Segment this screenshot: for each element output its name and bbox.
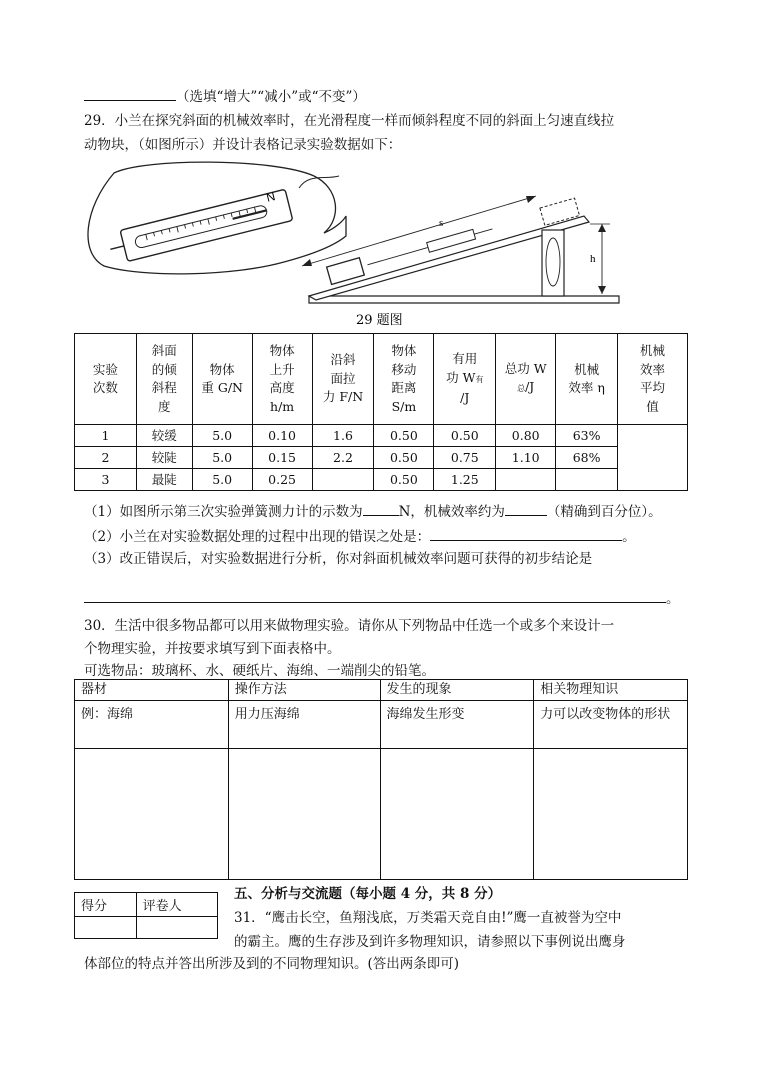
answer-method[interactable] (228, 749, 380, 880)
cell-weight: 5.0 (192, 469, 252, 491)
scale-unit-letter: N (264, 189, 277, 205)
header-trial: 实验 次数 (75, 334, 137, 425)
cell-distance: 0.50 (374, 469, 434, 491)
q31-line3: 体部位的特点并答出所涉及到的不同物理知识。(答出两条即可) (84, 956, 460, 972)
answer-blank[interactable] (84, 86, 176, 101)
score-label: 得分 (75, 893, 137, 917)
cell-efficiency: 63% (556, 425, 618, 447)
cell-efficiency[interactable] (556, 469, 618, 491)
cell-force: 1.6 (312, 425, 374, 447)
force-reading-blank[interactable] (363, 501, 399, 516)
cell-height: 0.10 (252, 425, 312, 447)
table-header-row (75, 680, 688, 701)
header-weight: 物体 重 G/N (192, 334, 252, 425)
q29-sub3: （3）改正错误后，对实验数据进行分析，你对斜面机械效率问题可获得的初步结论是 (84, 551, 593, 567)
table-header-row (75, 334, 688, 425)
table-row-example (75, 701, 688, 749)
cell-trial: 1 (75, 425, 137, 447)
example-method: 用力压海绵 (228, 701, 380, 749)
header-total-work: 总功 W 总/J (496, 334, 556, 425)
label-s: s (439, 217, 444, 229)
section5-title: 五、分析与交流题（每小题 4 分，共 8 分） (234, 886, 502, 902)
answer-materials[interactable] (75, 749, 229, 880)
grader-cell[interactable] (136, 917, 217, 939)
header-knowledge: 相关物理知识 (534, 680, 688, 701)
grader-label: 评卷人 (136, 893, 217, 917)
fill-hint: （选填“增大”“减小”或“不变”） (176, 89, 366, 105)
q29-data-table (74, 333, 688, 491)
cell-force: 2.2 (312, 447, 374, 469)
q29-sub3-answer: 。 (84, 587, 680, 607)
q29-intro-line1: 29．小兰在探究斜面的机械效率时，在光滑程度一样而倾斜程度不同的斜面上匀速直线拉 (84, 113, 615, 129)
cell-slope: 较缓 (136, 425, 192, 447)
q29-sub1: （1）如图所示第三次实验弹簧测力计的示数为 N，机械效率约为 （精确到百分位）。 (84, 500, 662, 520)
table-row (75, 447, 688, 469)
header-useful-work: 有用 功 W有 /J (434, 334, 496, 425)
q31-line1: 31．“鹰击长空，鱼翔浅底，万类霜天竞自由!”鹰一直被誉为空中 (234, 910, 622, 926)
cell-weight: 5.0 (192, 447, 252, 469)
cell-weight: 5.0 (192, 425, 252, 447)
q30-line1: 30．生活中很多物品都可以用来做物理实验。请你从下列物品中任选一个或多个来设计一 (84, 618, 615, 634)
cell-height: 0.25 (252, 469, 312, 491)
q30-items: 可选物品：玻璃杯、水、硬纸片、海绵、一端削尖的铅笔。 (84, 663, 435, 679)
cell-efficiency: 68% (556, 447, 618, 469)
object-block (327, 258, 365, 285)
efficiency-blank[interactable] (505, 501, 547, 516)
table-row (75, 469, 688, 491)
cell-useful-work: 0.50 (434, 425, 496, 447)
cell-height: 0.15 (252, 447, 312, 469)
cell-total-work: 1.10 (496, 447, 556, 469)
q30-line2: 个物理实验，并按要求填写到下面表格中。 (84, 641, 341, 657)
cell-slope: 较陡 (136, 447, 192, 469)
answer-knowledge[interactable] (534, 749, 688, 880)
cell-distance: 0.50 (374, 447, 434, 469)
cell-useful-work: 0.75 (434, 447, 496, 469)
example-knowledge: 力可以改变物体的形状 (534, 701, 688, 749)
table-row (75, 425, 688, 447)
cell-slope: 最陡 (136, 469, 192, 491)
cell-trial: 2 (75, 447, 137, 469)
q29-sub2: （2）小兰在对实验数据处理的过程中出现的错误之处是： 。 (84, 525, 636, 545)
q30-experiment-table (74, 679, 688, 880)
header-height: 物体 上升 高度 h/m (252, 334, 312, 425)
header-efficiency: 机械 效率 η (556, 334, 618, 425)
label-h: h (590, 253, 596, 265)
base-board (309, 296, 619, 303)
incline-figure (84, 158, 629, 328)
cell-trial: 3 (75, 469, 137, 491)
example-materials: 例：海绵 (75, 701, 229, 749)
small-spring-scale (427, 229, 476, 252)
answer-phenomenon[interactable] (380, 749, 534, 880)
figure-caption: 29 题图 (356, 313, 403, 328)
error-blank[interactable] (430, 526, 622, 541)
header-method: 操作方法 (228, 680, 380, 701)
cell-force[interactable] (312, 469, 374, 491)
header-slope: 斜面 的倾 斜程 度 (136, 334, 192, 425)
cell-useful-work: 1.25 (434, 469, 496, 491)
header-materials: 器材 (75, 680, 229, 701)
header-avg-efficiency: 机械 效率 平均 值 (618, 334, 688, 425)
score-cell[interactable] (75, 917, 137, 939)
cell-avg-efficiency[interactable] (618, 425, 688, 491)
header-pull-force: 沿斜 面拉 力 F/N (312, 334, 374, 425)
q31-line2: 的霸主。鹰的生存涉及到许多物理知识，请参照以下事例说出鹰身 (234, 934, 626, 950)
score-box (74, 892, 218, 939)
table-row-answer (75, 749, 688, 880)
q29-intro-line2: 动物块，（如图所示）并设计表格记录实验数据如下： (84, 137, 402, 153)
conclusion-blank[interactable] (84, 588, 666, 603)
header-distance: 物体 移动 距离 S/m (374, 334, 434, 425)
cell-distance: 0.50 (374, 425, 434, 447)
prev-answer-line (84, 85, 366, 105)
cell-total-work[interactable] (496, 469, 556, 491)
cell-total-work: 0.80 (496, 425, 556, 447)
header-phenomenon: 发生的现象 (380, 680, 534, 701)
example-phenomenon: 海绵发生形变 (380, 701, 534, 749)
